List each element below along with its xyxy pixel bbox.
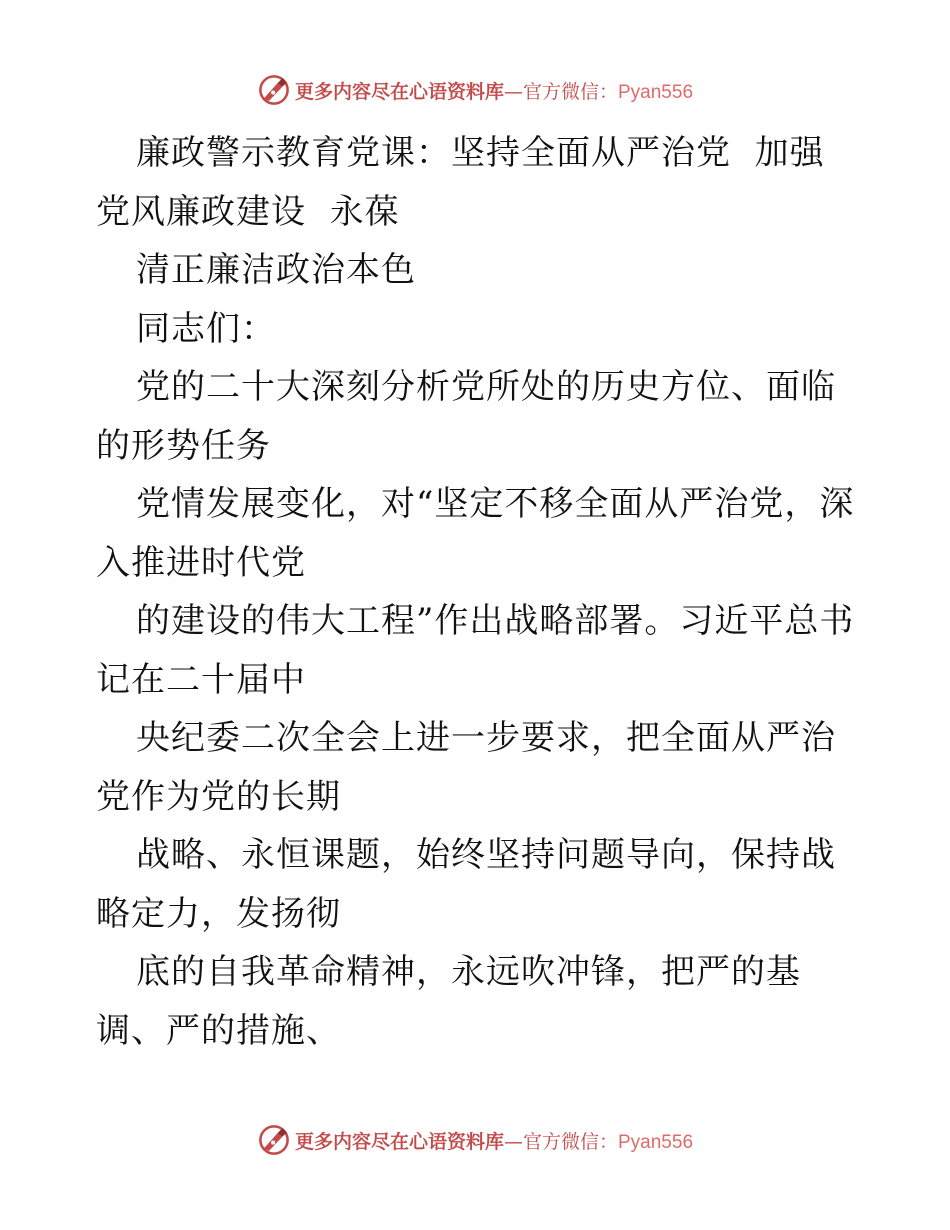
header-watermark bbox=[0, 70, 950, 110]
watermark-wechat-label: 官方微信： bbox=[522, 1130, 618, 1153]
watermark-main-text: 更多内容尽在心语资料库 bbox=[294, 80, 504, 103]
paragraph-salutation: 同志们： bbox=[136, 308, 276, 349]
paragraph: 央纪委二次全会上进一步要求，把全面从严治党作为党的长期 bbox=[96, 718, 836, 817]
pen-logo-icon bbox=[257, 1123, 291, 1157]
paragraph: 党情发展变化，对“坚定不移全面从严治党，深入推进时代党 bbox=[96, 484, 855, 583]
watermark-wechat-label: 官方微信： bbox=[522, 80, 618, 103]
watermark-separator: — bbox=[503, 1130, 523, 1153]
paragraph: 底的自我革命精神，永远吹冲锋，把严的基调、严的措施、 bbox=[96, 952, 801, 1051]
document-body bbox=[96, 124, 856, 1060]
watermark-wechat-id: Pyan556 bbox=[618, 81, 694, 103]
paragraph-title-continued: 清正廉洁政治本色 bbox=[136, 250, 416, 290]
watermark-wechat-id: Pyan556 bbox=[618, 1131, 694, 1153]
watermark-separator: — bbox=[503, 80, 523, 103]
footer-watermark bbox=[0, 1120, 950, 1160]
paragraph: 党的二十大深刻分析党所处的历史方位、面临的形势任务 bbox=[96, 367, 836, 466]
pen-logo-icon bbox=[257, 73, 291, 107]
watermark-main-text: 更多内容尽在心语资料库 bbox=[294, 1130, 504, 1153]
paragraph-title: 廉政警示教育党课：坚持全面从严治党 加强党风廉政建设 永葆 bbox=[96, 133, 825, 232]
paragraph: 战略、永恒课题，始终坚持问题导向，保持战略定力，发扬彻 bbox=[96, 835, 836, 934]
paragraph: 的建设的伟大工程”作出战略部署。习近平总书记在二十届中 bbox=[96, 601, 855, 700]
